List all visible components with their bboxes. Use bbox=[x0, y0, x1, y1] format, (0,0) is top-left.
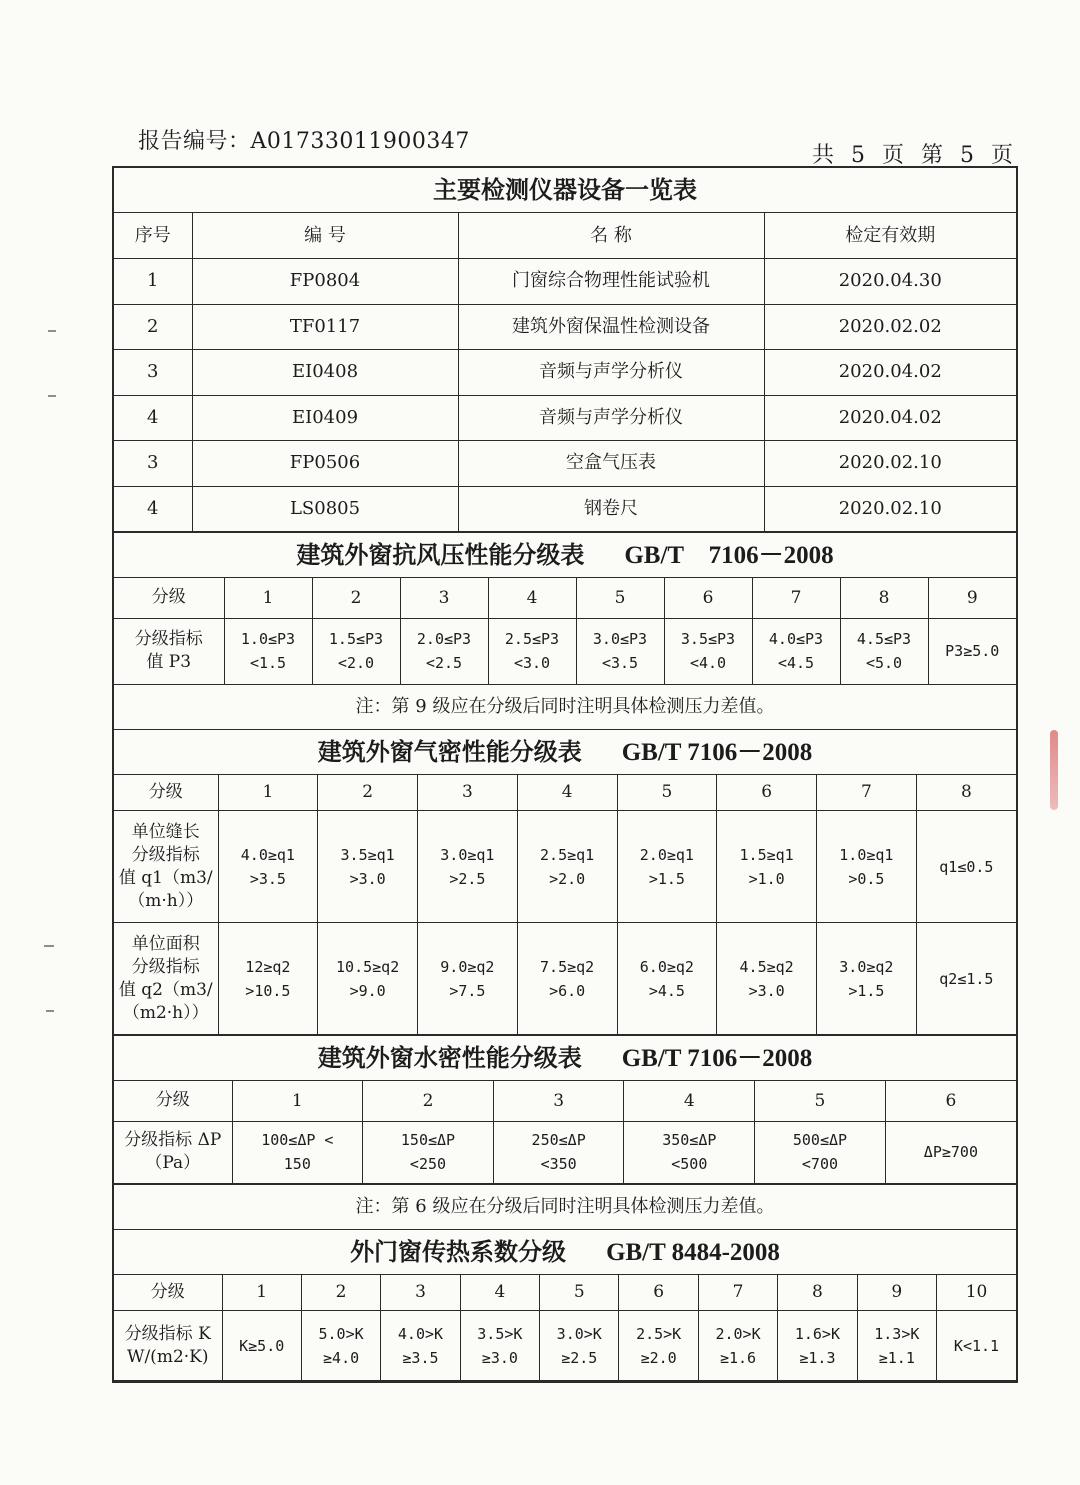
air-q1-value-line2: >1.5 bbox=[648, 869, 685, 888]
air-q1-value bbox=[517, 811, 617, 923]
water-value-line1: 150≤ΔP bbox=[400, 1131, 456, 1149]
water-index-label-line2: （Pa） bbox=[145, 1153, 201, 1173]
air-q1-row bbox=[114, 811, 1016, 923]
heat-value-line2: ≥2.5 bbox=[561, 1348, 598, 1367]
equipment-column-header: 编 号 bbox=[192, 213, 458, 259]
air-q1-value-line2: >2.0 bbox=[549, 869, 586, 888]
wind-value-line1: 4.0≤P3 bbox=[768, 630, 824, 648]
air-q2-row bbox=[114, 923, 1016, 1035]
wind-grade: 5 bbox=[576, 578, 664, 618]
report-no: A01733011900347 bbox=[250, 129, 470, 154]
equipment-cell: 音频与声学分析仪 bbox=[458, 350, 764, 396]
equipment-cell: 空盒气压表 bbox=[458, 441, 764, 487]
heat-grade-row bbox=[114, 1275, 1016, 1311]
wind-value-line1: 3.0≤P3 bbox=[592, 630, 648, 648]
air-q1-label-line: 值 q1（m3/ bbox=[118, 867, 213, 888]
water-index-label bbox=[114, 1121, 232, 1183]
air-q2-value bbox=[916, 923, 1016, 1035]
air-q2-value-line2: >1.5 bbox=[848, 981, 885, 1000]
equipment-cell: 2020.02.10 bbox=[764, 486, 1016, 532]
wind-value bbox=[664, 618, 752, 684]
equipment-title: 主要检测仪器设备一览表 bbox=[114, 168, 1016, 213]
heat-value bbox=[222, 1311, 301, 1381]
heat-value bbox=[937, 1311, 1016, 1381]
water-value bbox=[755, 1121, 886, 1183]
heat-grade: 7 bbox=[698, 1275, 777, 1311]
wind-index-label-line: 分级指标 bbox=[134, 629, 203, 649]
heat-index-label-line1: 分级指标 K bbox=[124, 1323, 211, 1344]
wind-table bbox=[114, 578, 1016, 685]
water-value-line2: 150 bbox=[283, 1155, 311, 1173]
wind-grade-row bbox=[114, 578, 1016, 618]
air-grade: 1 bbox=[218, 775, 318, 811]
water-value-line1: 350≤ΔP bbox=[662, 1131, 717, 1149]
heat-value-line2: ≥1.6 bbox=[719, 1348, 757, 1367]
air-grade: 7 bbox=[817, 775, 917, 811]
heat-value-line2: ≥2.0 bbox=[640, 1348, 677, 1367]
water-grade: 2 bbox=[363, 1081, 494, 1121]
equipment-cell: 3 bbox=[114, 441, 192, 487]
equipment-cell: 建筑外窗保温性检测设备 bbox=[458, 304, 764, 350]
equipment-cell: 门窗综合物理性能试验机 bbox=[458, 259, 764, 305]
heat-value-line1: K<1.1 bbox=[953, 1336, 1000, 1355]
air-q1-value-line1: 4.0≥q1 bbox=[240, 845, 295, 864]
wind-standard: GB/T 7106－2008 bbox=[624, 542, 834, 569]
air-grade: 3 bbox=[418, 775, 518, 811]
air-q2-value-line1: 4.5≥q2 bbox=[739, 957, 794, 976]
water-value-line2: <250 bbox=[409, 1155, 447, 1173]
equipment-cell: 2020.04.30 bbox=[764, 259, 1016, 305]
heat-standard: GB/T 8484-2008 bbox=[606, 1238, 780, 1266]
heat-value bbox=[619, 1311, 698, 1381]
air-q2-value bbox=[318, 923, 418, 1035]
air-q1-value-line1: 2.0≥q1 bbox=[639, 845, 694, 864]
air-q1-label-line: （m·h）） bbox=[128, 890, 204, 911]
air-title bbox=[114, 730, 1016, 775]
water-value-line2: <350 bbox=[540, 1155, 577, 1173]
wind-value-line1: 1.5≤P3 bbox=[328, 630, 384, 648]
heat-grade: 5 bbox=[540, 1275, 619, 1311]
equipment-column-header: 名 称 bbox=[458, 213, 764, 259]
heat-value-line2: ≥1.3 bbox=[799, 1348, 836, 1367]
air-q2-value-line2: >6.0 bbox=[549, 981, 586, 1000]
heat-value bbox=[857, 1311, 936, 1381]
air-q1-label-line: 分级指标 bbox=[131, 844, 200, 865]
heat-value bbox=[698, 1311, 777, 1381]
air-q2-value-line2: >10.5 bbox=[245, 981, 291, 1000]
equipment-row bbox=[114, 441, 1016, 487]
heat-grade: 9 bbox=[857, 1275, 936, 1311]
heat-value-line2: ≥4.0 bbox=[323, 1348, 360, 1367]
heat-value bbox=[778, 1311, 857, 1381]
air-q2-value bbox=[817, 923, 917, 1035]
heat-grade-label: 分级 bbox=[114, 1275, 222, 1311]
heat-title-text: 外门窗传热系数分级 bbox=[350, 1236, 567, 1266]
air-grade: 5 bbox=[617, 775, 717, 811]
air-title-text: 建筑外窗气密性能分级表 bbox=[317, 736, 582, 766]
wind-title bbox=[114, 532, 1016, 578]
wind-grade: 8 bbox=[840, 578, 928, 618]
air-q1-value-line1: q1≤0.5 bbox=[939, 857, 994, 876]
wind-value bbox=[312, 618, 400, 684]
equipment-cell: EI0409 bbox=[192, 395, 458, 441]
air-q2-value bbox=[218, 923, 318, 1035]
air-grade-label: 分级 bbox=[114, 775, 218, 811]
water-grade: 6 bbox=[885, 1081, 1016, 1121]
wind-value-line1: 1.0≤P3 bbox=[240, 630, 296, 648]
wind-index-label-line: 值 P3 bbox=[146, 652, 192, 672]
equipment-header-row bbox=[114, 213, 1016, 259]
water-value-row bbox=[114, 1121, 1016, 1183]
heat-title bbox=[114, 1230, 1016, 1275]
heat-value-line2: ≥3.0 bbox=[481, 1348, 518, 1367]
report-header-left bbox=[138, 124, 470, 155]
equipment-table bbox=[114, 213, 1016, 532]
wind-value bbox=[224, 618, 312, 684]
equipment-cell: 2020.02.10 bbox=[764, 441, 1016, 487]
air-q1-value-line1: 3.5≥q1 bbox=[340, 845, 395, 864]
wind-value-line2: <4.0 bbox=[689, 654, 727, 672]
air-q1-value-line2: >2.5 bbox=[449, 869, 486, 888]
water-note: 注：第 6 级应在分级后同时注明具体检测压力差值。 bbox=[114, 1184, 1016, 1230]
wind-value-line1: 3.5≤P3 bbox=[680, 630, 736, 648]
wind-grade: 3 bbox=[400, 578, 488, 618]
wind-grade-label: 分级 bbox=[114, 578, 224, 618]
equipment-cell: FP0506 bbox=[192, 441, 458, 487]
equipment-cell: 2020.04.02 bbox=[764, 395, 1016, 441]
heat-grade: 4 bbox=[460, 1275, 539, 1311]
wind-grade: 1 bbox=[224, 578, 312, 618]
air-q2-label-line: （m2·h）） bbox=[122, 1002, 209, 1023]
air-q1-value-line2: >3.0 bbox=[349, 869, 386, 888]
heat-value-line1: 2.5>K bbox=[636, 1324, 682, 1343]
air-grade: 8 bbox=[916, 775, 1016, 811]
water-grade: 1 bbox=[232, 1081, 363, 1121]
air-q2-value-line1: 3.0≥q2 bbox=[839, 957, 894, 976]
heat-value-line1: 3.0>K bbox=[556, 1324, 602, 1343]
equipment-cell: 4 bbox=[114, 486, 192, 532]
water-grade: 3 bbox=[493, 1081, 624, 1121]
water-value-line1: ΔP≥700 bbox=[923, 1143, 978, 1161]
equipment-cell: 1 bbox=[114, 259, 192, 305]
heat-index-label bbox=[114, 1311, 222, 1381]
air-q1-value bbox=[717, 811, 817, 923]
heat-value-line1: 1.3>K bbox=[874, 1324, 920, 1343]
water-value bbox=[232, 1121, 363, 1183]
air-q1-value-line1: 3.0≥q1 bbox=[440, 845, 495, 864]
air-q1-value bbox=[318, 811, 418, 923]
heat-value-line1: 5.0>K bbox=[318, 1324, 364, 1343]
equipment-cell: 钢卷尺 bbox=[458, 486, 764, 532]
equipment-cell: LS0805 bbox=[192, 486, 458, 532]
water-value bbox=[885, 1121, 1016, 1183]
water-value-line1: 500≤ΔP bbox=[792, 1131, 848, 1149]
equipment-row bbox=[114, 486, 1016, 532]
air-q1-value bbox=[817, 811, 917, 923]
air-q2-value-line1: 6.0≥q2 bbox=[639, 957, 694, 976]
water-value-line1: 250≤ΔP bbox=[531, 1131, 586, 1149]
air-q1-value bbox=[418, 811, 518, 923]
equipment-cell: 4 bbox=[114, 395, 192, 441]
equipment-cell: 音频与声学分析仪 bbox=[458, 395, 764, 441]
heat-value bbox=[301, 1311, 380, 1381]
equipment-row bbox=[114, 395, 1016, 441]
equipment-row bbox=[114, 259, 1016, 305]
heat-value-row bbox=[114, 1311, 1016, 1381]
water-grade-row bbox=[114, 1081, 1016, 1121]
heat-table bbox=[114, 1275, 1016, 1382]
water-value-line2: <500 bbox=[671, 1155, 708, 1173]
air-q1-value bbox=[218, 811, 318, 923]
wind-value bbox=[752, 618, 840, 684]
wind-grade: 9 bbox=[928, 578, 1016, 618]
air-q2-value-line2: >9.0 bbox=[349, 981, 386, 1000]
scan-mark bbox=[48, 395, 56, 397]
wind-value bbox=[928, 618, 1016, 684]
air-q1-label bbox=[114, 811, 218, 923]
equipment-cell: 2 bbox=[114, 304, 192, 350]
air-q2-label-line: 值 q2（m3/ bbox=[118, 979, 213, 1000]
equipment-cell: TF0117 bbox=[192, 304, 458, 350]
wind-value-line2: <5.0 bbox=[865, 654, 903, 672]
air-q2-value-line1: 10.5≥q2 bbox=[336, 957, 400, 976]
wind-grade: 2 bbox=[312, 578, 400, 618]
wind-grade: 4 bbox=[488, 578, 576, 618]
equipment-column-header: 检定有效期 bbox=[764, 213, 1016, 259]
wind-value-line2: <3.5 bbox=[601, 654, 639, 672]
heat-value-line2: ≥3.5 bbox=[402, 1348, 439, 1367]
wind-value-line2: <3.0 bbox=[513, 654, 551, 672]
heat-value bbox=[460, 1311, 539, 1381]
water-value-line2: <700 bbox=[801, 1155, 839, 1173]
water-title-text: 建筑外窗水密性能分级表 bbox=[317, 1043, 582, 1072]
air-q2-label-line: 分级指标 bbox=[131, 956, 200, 977]
heat-grade: 6 bbox=[619, 1275, 698, 1311]
equipment-cell: EI0408 bbox=[192, 350, 458, 396]
equipment-cell: FP0804 bbox=[192, 259, 458, 305]
heat-grade: 8 bbox=[778, 1275, 857, 1311]
air-grade: 2 bbox=[318, 775, 418, 811]
air-q1-value-line1: 2.5≥q1 bbox=[540, 845, 595, 864]
air-q2-value bbox=[418, 923, 518, 1035]
air-q2-value-line2: >4.5 bbox=[648, 981, 685, 1000]
page-indicator: 共 5 页 第 5 页 bbox=[812, 143, 1014, 168]
air-q2-value-line2: >7.5 bbox=[449, 981, 486, 1000]
heat-grade: 1 bbox=[222, 1275, 301, 1311]
water-value bbox=[493, 1121, 624, 1183]
air-q2-label-line: 单位面积 bbox=[131, 933, 200, 954]
air-q1-value-line2: >0.5 bbox=[848, 869, 885, 888]
water-standard: GB/T 7106－2008 bbox=[621, 1045, 813, 1072]
wind-value bbox=[400, 618, 488, 684]
water-grade: 5 bbox=[755, 1081, 886, 1121]
wind-value-line2: <1.5 bbox=[249, 654, 287, 672]
water-title bbox=[114, 1035, 1016, 1081]
report-no-label: 报告编号： bbox=[138, 129, 251, 154]
equipment-cell: 3 bbox=[114, 350, 192, 396]
air-q1-value bbox=[617, 811, 717, 923]
equipment-column-header: 序号 bbox=[114, 213, 192, 259]
equipment-cell: 2020.02.02 bbox=[764, 304, 1016, 350]
wind-value-line2: <2.0 bbox=[337, 654, 375, 672]
heat-grade: 2 bbox=[301, 1275, 380, 1311]
air-q1-value-line2: >3.5 bbox=[249, 869, 286, 888]
air-q1-label-line: 单位缝长 bbox=[131, 821, 200, 842]
scan-mark bbox=[44, 945, 54, 947]
heat-grade: 10 bbox=[937, 1275, 1016, 1311]
air-q2-value bbox=[617, 923, 717, 1035]
air-q2-value bbox=[717, 923, 817, 1035]
wind-value bbox=[840, 618, 928, 684]
wind-value-line1: P3≥5.0 bbox=[945, 642, 1000, 660]
heat-value-line2: ≥1.1 bbox=[878, 1348, 915, 1367]
water-table bbox=[114, 1081, 1016, 1184]
wind-index-label bbox=[114, 618, 224, 684]
heat-value-line1: 3.5>K bbox=[477, 1324, 523, 1343]
report-frame bbox=[112, 166, 1018, 1383]
water-value bbox=[363, 1121, 494, 1183]
air-table bbox=[114, 775, 1016, 1036]
water-grade-label: 分级 bbox=[114, 1081, 232, 1121]
wind-value-line1: 2.0≤P3 bbox=[416, 630, 472, 648]
heat-value-line1: 4.0>K bbox=[397, 1324, 444, 1343]
heat-value bbox=[540, 1311, 619, 1381]
air-q2-value-line1: 9.0≥q2 bbox=[440, 957, 495, 976]
scan-mark bbox=[48, 330, 56, 332]
wind-grade: 7 bbox=[752, 578, 840, 618]
water-grade: 4 bbox=[624, 1081, 755, 1121]
wind-value-line2: <2.5 bbox=[425, 654, 463, 672]
air-grade: 4 bbox=[517, 775, 617, 811]
air-q2-value-line1: q2≤1.5 bbox=[939, 969, 994, 988]
scan-mark bbox=[46, 1010, 54, 1012]
air-q2-value-line1: 12≥q2 bbox=[245, 957, 291, 976]
water-value-line1: 100≤ΔP < bbox=[261, 1131, 334, 1149]
equipment-row bbox=[114, 350, 1016, 396]
wind-title-text: 建筑外窗抗风压性能分级表 bbox=[296, 540, 585, 569]
wind-value bbox=[488, 618, 576, 684]
heat-value-line1: 2.0>K bbox=[715, 1324, 761, 1343]
red-stamp-edge bbox=[1050, 730, 1058, 810]
wind-value-line1: 4.5≤P3 bbox=[856, 630, 912, 648]
heat-value-line1: 1.6>K bbox=[794, 1324, 840, 1343]
air-q1-value-line1: 1.5≥q1 bbox=[739, 845, 794, 864]
air-q1-value-line1: 1.0≥q1 bbox=[839, 845, 894, 864]
heat-value-line1: K≥5.0 bbox=[239, 1336, 285, 1355]
wind-value-row bbox=[114, 618, 1016, 684]
heat-index-label-line2: W/(m2·K) bbox=[126, 1346, 209, 1367]
air-grade: 6 bbox=[717, 775, 817, 811]
air-q2-value-line1: 7.5≥q2 bbox=[540, 957, 595, 976]
equipment-row bbox=[114, 304, 1016, 350]
air-grade-row bbox=[114, 775, 1016, 811]
wind-value-line2: <4.5 bbox=[777, 654, 815, 672]
air-q2-value bbox=[517, 923, 617, 1035]
air-standard: GB/T 7106－2008 bbox=[621, 738, 813, 766]
air-q1-value bbox=[916, 811, 1016, 923]
wind-value bbox=[576, 618, 664, 684]
wind-note: 注：第 9 级应在分级后同时注明具体检测压力差值。 bbox=[114, 685, 1016, 730]
equipment-cell: 2020.04.02 bbox=[764, 350, 1016, 396]
air-q2-value-line2: >3.0 bbox=[748, 981, 785, 1000]
water-index-label-line1: 分级指标 ΔP bbox=[124, 1130, 222, 1150]
heat-grade: 3 bbox=[381, 1275, 460, 1311]
air-q2-label bbox=[114, 923, 218, 1035]
heat-value bbox=[381, 1311, 460, 1381]
wind-value-line1: 2.5≤P3 bbox=[504, 630, 560, 648]
air-q1-value-line2: >1.0 bbox=[748, 869, 785, 888]
wind-grade: 6 bbox=[664, 578, 752, 618]
water-value bbox=[624, 1121, 755, 1183]
